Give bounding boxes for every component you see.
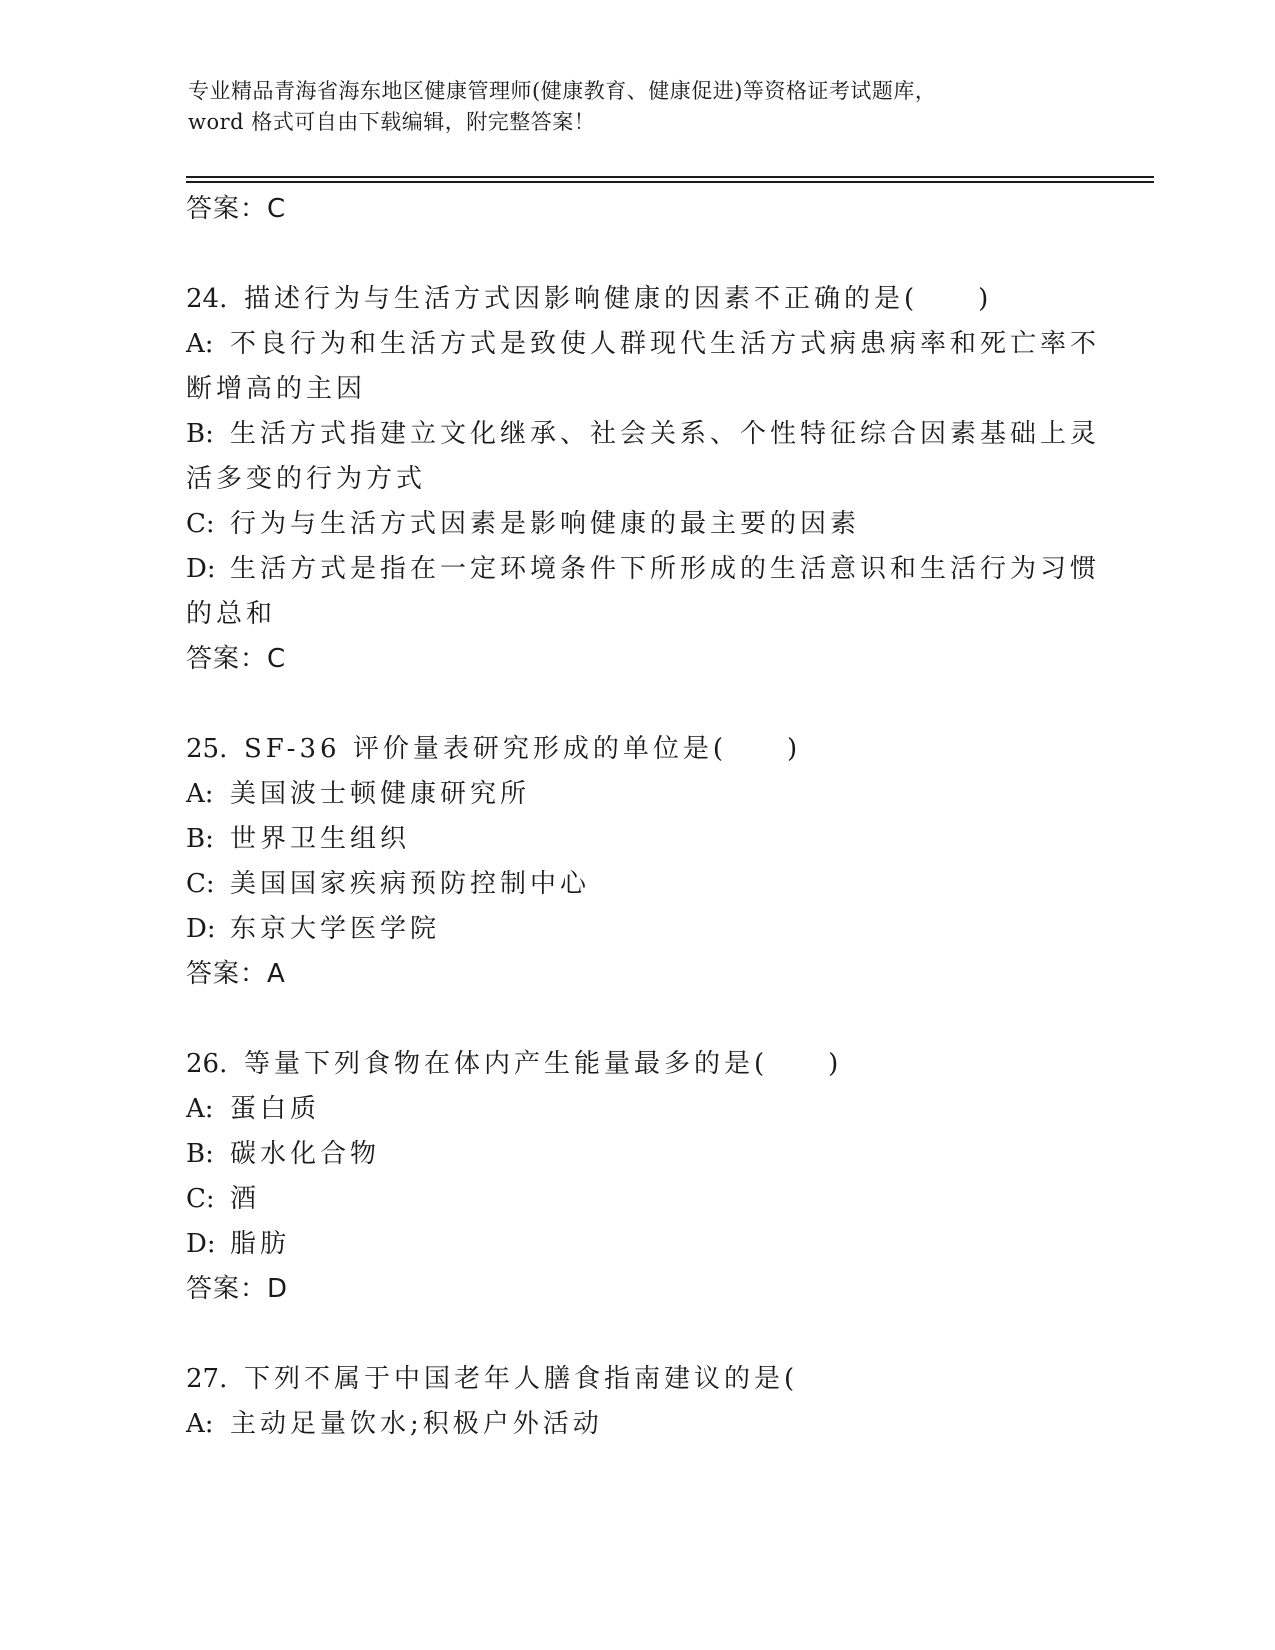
option-key: B: xyxy=(186,1139,214,1169)
question-25-stem xyxy=(186,732,801,766)
question-24-option-c xyxy=(186,507,860,541)
question-text: 等量下列食物在体内产生能量最多的是( ) xyxy=(244,1049,843,1079)
question-27-option-a xyxy=(186,1407,603,1441)
question-text: 描述行为与生活方式因影响健康的因素不正确的是( ) xyxy=(244,284,993,314)
question-number: 25. xyxy=(186,734,228,764)
option-text: 世界卫生组织 xyxy=(230,824,411,854)
answer-25: 答案：A xyxy=(186,959,286,989)
question-25-option-a xyxy=(186,777,530,811)
question-26-stem xyxy=(186,1047,842,1081)
option-key: D: xyxy=(186,554,216,584)
question-text: SF-36 评价量表研究形成的单位是( ) xyxy=(244,734,802,764)
question-text: 下列不属于中国老年人膳食指南建议的是( xyxy=(244,1364,799,1394)
option-text: 蛋白质 xyxy=(230,1094,321,1124)
option-text: 主动足量饮水;积极户外活动 xyxy=(230,1409,603,1439)
option-text: 美国波士顿健康研究所 xyxy=(230,779,531,809)
question-26-option-b xyxy=(186,1137,380,1171)
question-number: 26. xyxy=(186,1049,228,1079)
question-24-option-b xyxy=(186,417,1100,451)
option-key: A: xyxy=(186,779,214,809)
option-text: 东京大学医学院 xyxy=(230,914,441,944)
option-text: 酒 xyxy=(230,1184,261,1214)
option-text: 不良行为和生活方式是致使人群现代生活方式病患病率和死亡率不 xyxy=(230,329,1101,359)
option-key: C: xyxy=(186,1184,215,1214)
option-text: 生活方式指建立文化继承、社会关系、个性特征综合因素基础上灵 xyxy=(230,419,1101,449)
question-24-option-a-cont: 断增高的主因 xyxy=(186,374,367,404)
option-text: 美国国家疾病预防控制中心 xyxy=(230,869,591,899)
answer-24: 答案：C xyxy=(186,644,287,674)
option-key: D: xyxy=(186,1229,216,1259)
question-26-option-a xyxy=(186,1092,320,1126)
page-header xyxy=(188,76,1068,138)
option-key: C: xyxy=(186,509,215,539)
answer-prev: 答案：C xyxy=(186,194,287,224)
option-text: 行为与生活方式因素是影响健康的最主要的因素 xyxy=(230,509,861,539)
question-25-option-b xyxy=(186,822,410,856)
option-key: A: xyxy=(186,1409,214,1439)
question-24-option-b-cont: 活多变的行为方式 xyxy=(186,464,427,494)
option-key: B: xyxy=(186,419,214,449)
option-text: 碳水化合物 xyxy=(230,1139,381,1169)
option-text: 生活方式是指在一定环境条件下所形成的生活意识和生活行为习惯 xyxy=(230,554,1101,584)
question-24-stem xyxy=(186,282,992,316)
option-key: A: xyxy=(186,1094,214,1124)
option-key: C: xyxy=(186,869,215,899)
option-key: A: xyxy=(186,329,214,359)
question-25-option-c xyxy=(186,867,590,901)
question-26-option-d xyxy=(186,1227,290,1261)
question-27-stem xyxy=(186,1362,798,1396)
option-key: B: xyxy=(186,824,214,854)
header-line-2: word 格式可自由下载编辑，附完整答案！ xyxy=(188,110,596,134)
question-number: 24. xyxy=(186,284,228,314)
option-key: D: xyxy=(186,914,216,944)
question-24-option-a xyxy=(186,327,1100,361)
header-line-1: 专业精品青海省海东地区健康管理师(健康教育、健康促进)等资格证考试题库， xyxy=(188,79,937,103)
question-24-option-d xyxy=(186,552,1100,586)
question-26-option-c xyxy=(186,1182,260,1216)
question-25-option-d xyxy=(186,912,440,946)
question-24-option-d-cont: 的总和 xyxy=(186,599,277,629)
option-text: 脂肪 xyxy=(230,1229,291,1259)
header-rule-2 xyxy=(186,181,1154,183)
question-number: 27. xyxy=(186,1364,228,1394)
header-rule-1 xyxy=(186,176,1154,178)
answer-26: 答案：D xyxy=(186,1274,289,1304)
